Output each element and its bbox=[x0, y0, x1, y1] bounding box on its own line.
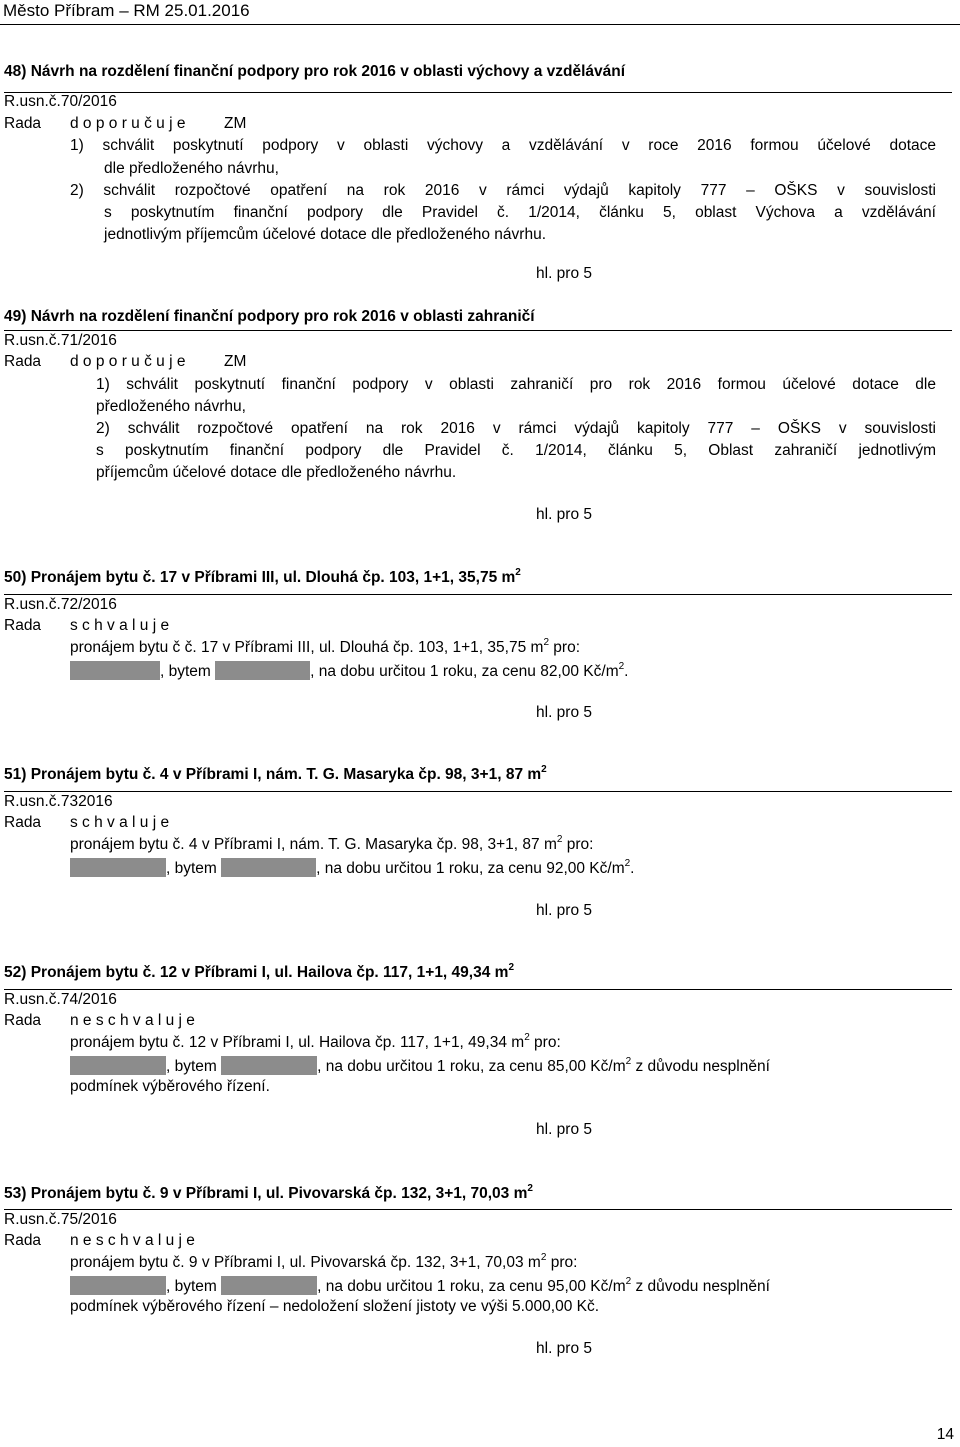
section-52-line-3: podmínek výběrového řízení. bbox=[70, 1078, 270, 1095]
header-title: Město Příbram – RM 25.01.2016 bbox=[3, 1, 250, 20]
section-49-title: 49) Návrh na rozdělení finanční podpory pro rok 2016 v oblasti zahraničí bbox=[4, 308, 535, 325]
section-52-title: 52) Pronájem bytu č. 12 v Příbrami I, ul. Hailova čp. 117, 1+1, 49,34 $m^2$ bbox=[4, 961, 514, 981]
section-50-line-2: , bytem , na dobu určitou 1 roku, za cenu 82,00 $Kč/m^2$. bbox=[70, 661, 628, 681]
section-49-verb: d o p o r u č u j e bbox=[70, 353, 186, 370]
section-49-rada: Rada bbox=[4, 353, 42, 370]
section-48-rule bbox=[4, 92, 952, 93]
section-53-rada: Rada bbox=[4, 1232, 42, 1249]
redacted-address bbox=[221, 1276, 317, 1295]
section-48-ref: R.usn.č.70/2016 bbox=[4, 93, 117, 110]
section-52-rada: Rada bbox=[4, 1012, 42, 1029]
section-52-line-2: , bytem , na dobu určitou 1 roku, za cenu 85,00 $Kč/m^2$ z důvodu nesplnění bbox=[70, 1056, 770, 1076]
section-48-verb: d o p o r u č u j e bbox=[70, 115, 186, 132]
section-53-line-2: , bytem , na dobu určitou 1 roku, za cenu 95,00 $Kč/m^2$ z důvodu nesplnění bbox=[70, 1276, 770, 1296]
section-48-line-1: 1) schválit poskytnutí podpory v oblasti výchovy a vzdělávání v roce 2016 formou účelové dotace bbox=[70, 137, 936, 154]
section-52-line-1: pronájem bytu č. 12 v Příbrami I, ul. Hailova čp. 117, 1+1, 49,34 $m^2$ pro: bbox=[70, 1031, 561, 1051]
redacted-address bbox=[215, 661, 310, 680]
section-48-line-5: jednotlivým příjemcům účelové dotace dle předloženého návrhu. bbox=[104, 226, 546, 243]
section-49-target: ZM bbox=[224, 353, 247, 370]
section-49-line-1: 1) schválit poskytnutí finanční podpory v oblasti zahraničí pro rok 2016 formou účelové dotace dle bbox=[96, 376, 936, 393]
section-52-rule bbox=[4, 989, 952, 990]
section-53-vote: hl. pro 5 bbox=[536, 1340, 593, 1357]
section-49-ref: R.usn.č.71/2016 bbox=[4, 332, 117, 349]
section-50-vote: hl. pro 5 bbox=[536, 704, 593, 721]
section-53-title: 53) Pronájem bytu č. 9 v Příbrami I, ul. Pivovarská čp. 132, 3+1, 70,03 $m^2$ bbox=[4, 1182, 533, 1202]
section-50-ref: R.usn.č.72/2016 bbox=[4, 596, 117, 613]
section-53-rule bbox=[4, 1209, 952, 1210]
section-50-title: 50) Pronájem bytu č. 17 v Příbrami III, ul. Dlouhá čp. 103, 1+1, 35,75 $m^2$ bbox=[4, 566, 521, 586]
section-50-line-1: pronájem bytu č č. 17 v Příbrami III, ul. Dlouhá čp. 103, 1+1, 35,75 $m^2$ pro: bbox=[70, 636, 581, 656]
redacted-address bbox=[221, 1056, 317, 1075]
section-49-line-3: 2) schválit rozpočtové opatření na rok 2016 v rámci výdajů kapitoly 777 – OŠKS v souvislosti bbox=[96, 420, 936, 437]
section-53-ref: R.usn.č.75/2016 bbox=[4, 1211, 117, 1228]
section-51-line-1: pronájem bytu č. 4 v Příbrami I, nám. T. G. Masaryka čp. 98, 3+1, 87 $m^2$ pro: bbox=[70, 833, 594, 853]
section-52-ref: R.usn.č.74/2016 bbox=[4, 991, 117, 1008]
section-48-line-4: s poskytnutím finanční podpory dle Pravidel č. 1/2014, článku 5, oblast Výchova a vzdělávání bbox=[104, 204, 936, 221]
section-51-ref: R.usn.č.732016 bbox=[4, 793, 113, 810]
section-48-target: ZM bbox=[224, 115, 247, 132]
section-50-rada: Rada bbox=[4, 617, 42, 634]
page-header bbox=[0, 0, 960, 25]
redacted-name bbox=[70, 1276, 166, 1295]
section-51-title: 51) Pronájem bytu č. 4 v Příbrami I, nám. T. G. Masaryka čp. 98, 3+1, 87 $m^2$ bbox=[4, 763, 547, 783]
section-50-rule bbox=[4, 594, 952, 595]
section-48-line-3: 2) schválit rozpočtové opatření na rok 2016 v rámci výdajů kapitoly 777 – OŠKS v souvislosti bbox=[70, 182, 936, 199]
redacted-address bbox=[221, 858, 316, 877]
redacted-name bbox=[70, 1056, 166, 1075]
section-51-rada: Rada bbox=[4, 814, 42, 831]
section-49-line-5: příjemcům účelové dotace dle předloženého návrhu. bbox=[96, 464, 457, 481]
section-49-line-4: s poskytnutím finanční podpory dle Pravidel č. 1/2014, článku 5, Oblast zahraničí jednotlivým bbox=[96, 442, 936, 459]
redacted-name bbox=[70, 858, 166, 877]
section-48-rada: Rada bbox=[4, 115, 42, 132]
section-49-rule bbox=[4, 330, 952, 331]
section-53-verb: n e s c h v a l u j e bbox=[70, 1232, 195, 1249]
section-52-vote: hl. pro 5 bbox=[536, 1121, 593, 1138]
section-48-title: 48) Návrh na rozdělení finanční podpory pro rok 2016 v oblasti výchovy a vzdělávání bbox=[4, 63, 626, 80]
section-51-rule bbox=[4, 791, 952, 792]
section-51-vote: hl. pro 5 bbox=[536, 902, 593, 919]
section-50-verb: s c h v a l u j e bbox=[70, 617, 170, 634]
section-51-line-2: , bytem , na dobu určitou 1 roku, za cenu 92,00 $Kč/m^2$. bbox=[70, 858, 634, 878]
section-48-vote: hl. pro 5 bbox=[536, 265, 593, 282]
section-52-verb: n e s c h v a l u j e bbox=[70, 1012, 195, 1029]
section-48-line-2: dle předloženého návrhu, bbox=[104, 160, 279, 177]
section-49-vote: hl. pro 5 bbox=[536, 506, 593, 523]
redacted-name bbox=[70, 661, 160, 680]
page-number: 14 bbox=[936, 1426, 954, 1443]
section-49-line-2: předloženého návrhu, bbox=[96, 398, 246, 415]
section-51-verb: s c h v a l u j e bbox=[70, 814, 170, 831]
section-53-line-1: pronájem bytu č. 9 v Příbrami I, ul. Pivovarská čp. 132, 3+1, 70,03 $m^2$ pro: bbox=[70, 1251, 578, 1271]
section-53-line-3: podmínek výběrového řízení – nedoložení složení jistoty ve výši 5.000,00 Kč. bbox=[70, 1298, 600, 1315]
